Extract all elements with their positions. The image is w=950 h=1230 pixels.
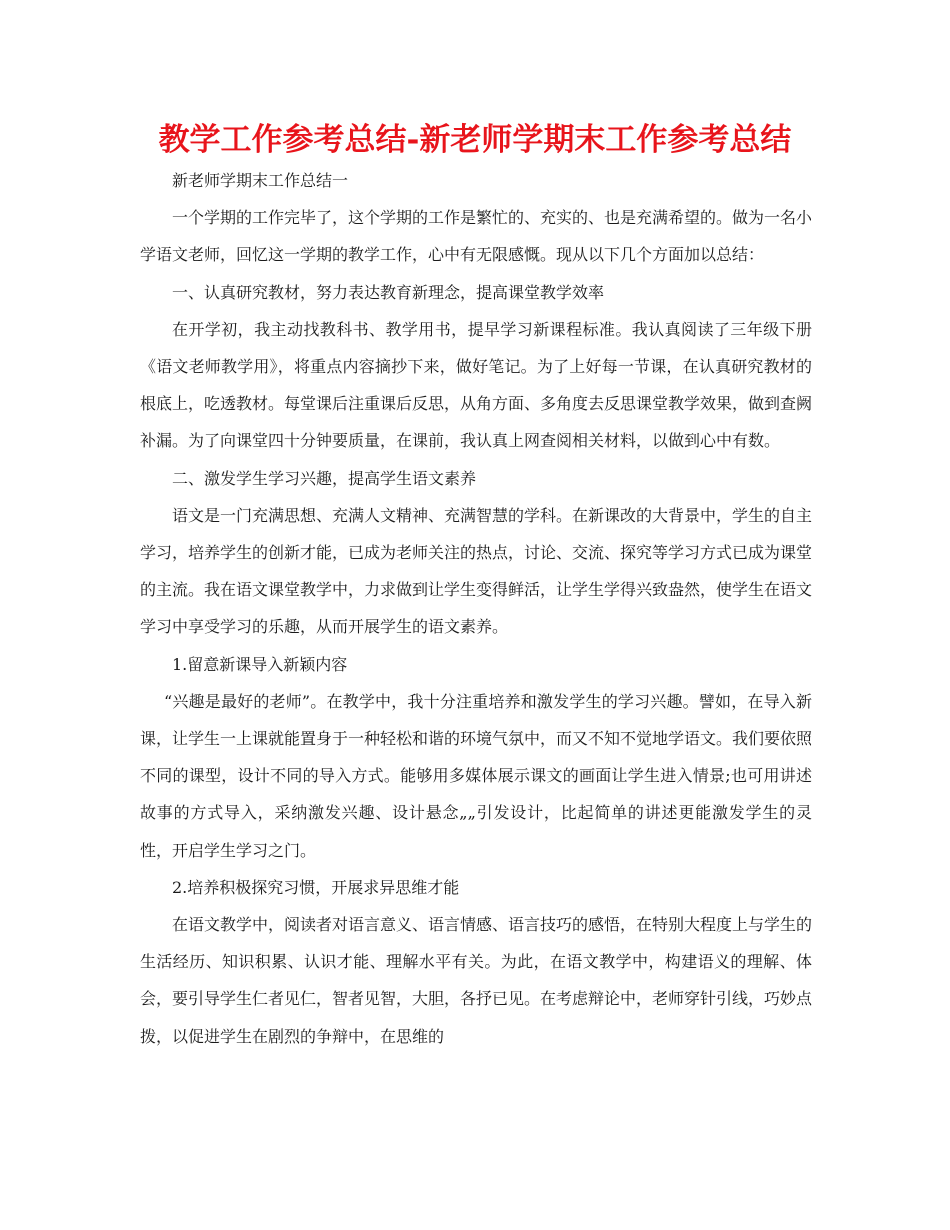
section-heading: 新老师学期末工作总结一 (172, 171, 349, 190)
paragraph: 语文是一门充满思想、充满人文精神、充满智慧的学科。在新课改的大背景中，学生的自主学习，培养学生的创新才能，已成为老师关注的热点，讨论、交流、探究等学习方式已成为课堂的主流。我在语文课堂教学中，力求做到让学生变得鲜活，让学生学得兴致盎然，使学生在语文学习中享受学习的乐趣，从而开展学生的语文素养。 (140, 505, 813, 637)
paragraph: “兴趣是最好的老师”。在教学中，我十分注重培养和激发学生的学习兴趣。譬如，在导入新课，让学生一上课就能置身于一种轻松和谐的环境气氛中，而又不知不觉地学语文。我们要依照不同的课型，设计不同的导入方式。能够用多媒体展示课文的画面让学生进入情景;也可用讲述故事的方式导入，采纳激发兴趣、设计悬念„„引发设计，比起简单的讲述更能激发学生的灵性，开启学生学习之门。 (140, 691, 813, 860)
subsection-heading: 1.留意新课导入新颖内容 (172, 654, 348, 674)
section-heading: 二、激发学生学习兴趣，提高学生语文素养 (172, 468, 477, 488)
paragraph: 在语文教学中，阅读者对语言意义、语言情感、语言技巧的感悟，在特别大程度上与学生的生活经历、知识积累、认识才能、理解水平有关。为此，在语文教学中，构建语义的理解、体会，要引导学生仁者见仁，智者见智，大胆，各抒已见。在考虑辩论中，老师穿针引线，巧妙点拨，以促进学生在剧烈的争辩中，在思维的 (140, 915, 813, 1046)
paragraph: 在开学初，我主动找教科书、教学用书，提早学习新课程标准。我认真阅读了三年级下册《语文老师教学用》，将重点内容摘抄下来，做好笔记。为了上好每一节课，在认真研究教材的根底上，吃透教材。每堂课后注重课后反思，从角方面、多角度去反思课堂教学效果，做到查阙补漏。为了向课堂四十分钟要质量，在课前，我认真上网查阅相关材料，以做到心中有数。 (140, 319, 813, 451)
document-title: 教学工作参考总结-新老师学期末工作参考总结 (158, 122, 792, 158)
document-body (140, 162, 812, 1055)
section-heading: 一、认真研究教材，努力表达教育新理念，提高课堂教学效率 (172, 282, 605, 302)
paragraph: 一个学期的工作完毕了，这个学期的工作是繁忙的、充实的、也是充满希望的。做为一名小学语文老师，回忆这一学期的教学工作，心中有无限感慨。现从以下几个方面加以总结： (140, 208, 813, 265)
subsection-heading: 2.培养积极探究习惯，开展求异思维才能 (172, 877, 460, 897)
